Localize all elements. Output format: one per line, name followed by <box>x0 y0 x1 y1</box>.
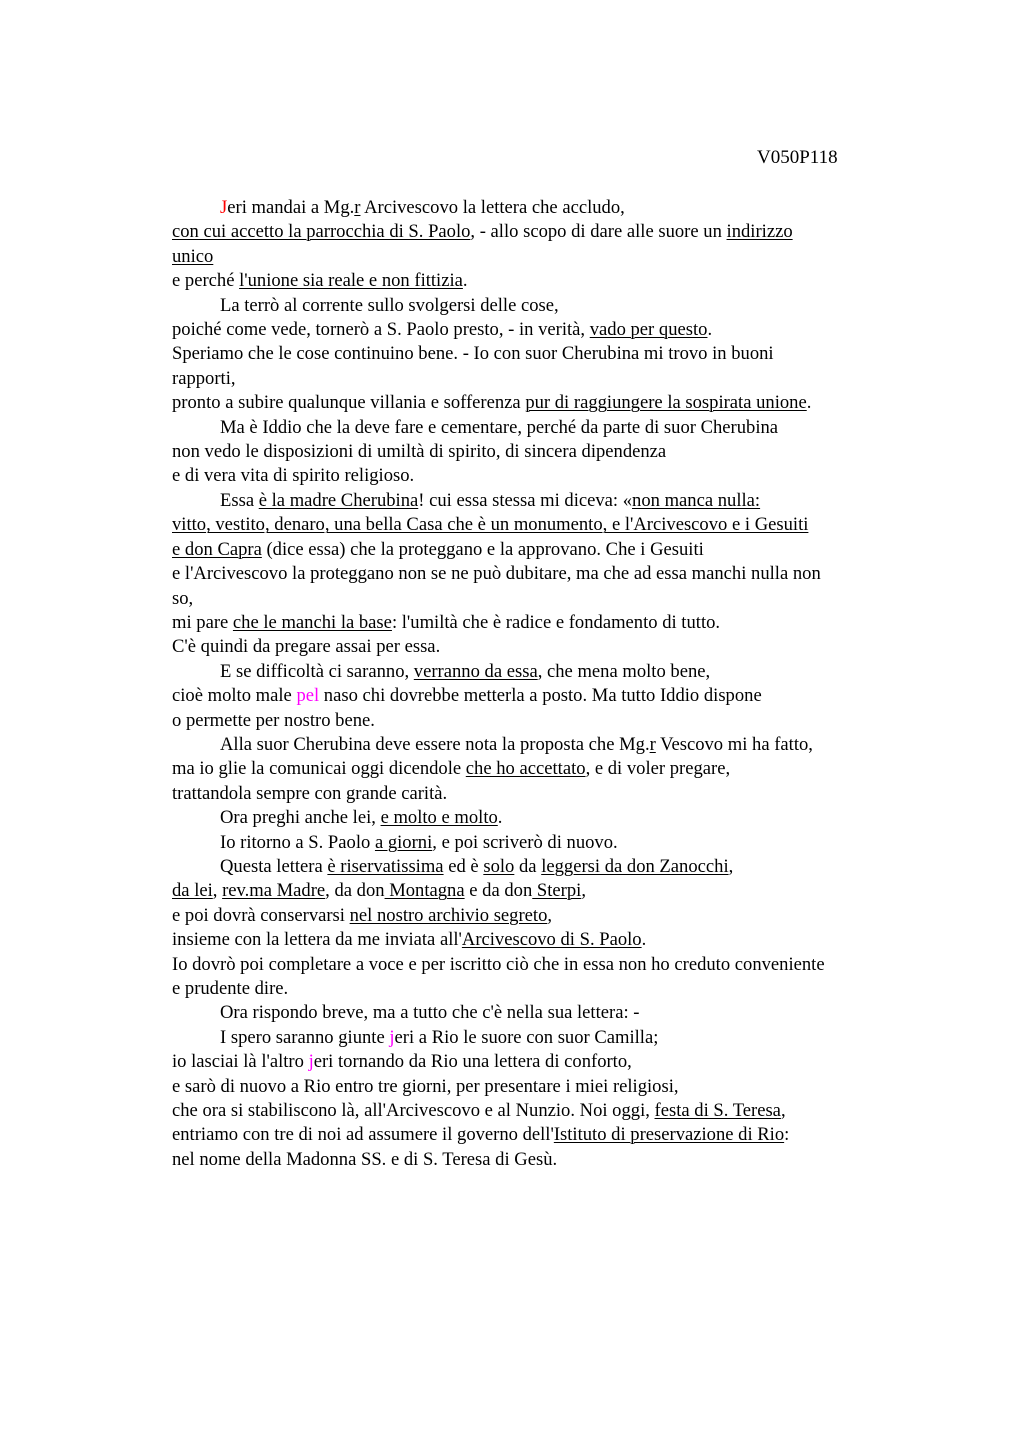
text-span: e di vera vita di spirito religioso. <box>172 465 415 487</box>
text-span: Ma è Iddio che la deve fare e cementare, perché da parte di suor Cherubina <box>220 416 779 438</box>
text-span: . <box>641 929 647 951</box>
text-span: da <box>514 855 542 877</box>
text-line <box>172 757 912 781</box>
text-span: e perché <box>172 270 240 292</box>
text-span: , <box>581 880 586 902</box>
text-span: , <box>547 904 553 926</box>
underlined-text: nel nostro archivio segreto <box>349 904 548 926</box>
document-reference: V050P118 <box>757 147 838 168</box>
text-line <box>172 831 912 855</box>
text-line <box>172 635 912 659</box>
text-line <box>172 953 912 977</box>
text-span: , <box>728 855 734 877</box>
text-line <box>172 611 912 635</box>
text-span: cioè molto male <box>172 685 297 707</box>
highlighted-word: pel <box>296 685 320 707</box>
text-line <box>172 1123 912 1147</box>
underlined-text: a giorni <box>374 831 433 853</box>
text-line <box>172 1099 912 1123</box>
text-span: rapporti, <box>172 367 236 389</box>
text-line <box>172 855 912 879</box>
text-span: , che mena molto bene, <box>537 660 711 682</box>
text-span: I spero saranno giunte <box>220 1026 390 1048</box>
text-line <box>172 709 912 733</box>
text-line <box>172 1148 912 1172</box>
underlined-text: rev.ma Madre <box>222 880 326 902</box>
text-span: mi pare <box>172 611 233 633</box>
underlined-text: da lei <box>172 880 213 902</box>
underlined-text: verranno da essa <box>413 660 538 682</box>
text-span: , <box>212 880 223 902</box>
text-span: Ora preghi anche lei, <box>220 807 381 829</box>
text-line <box>172 196 912 220</box>
text-span: so, <box>172 587 194 609</box>
text-span: Io dovrò poi completare a voce e per iscritto ciò che in essa non ho creduto conveniente <box>172 953 825 975</box>
text-span: , <box>780 1100 786 1122</box>
underlined-text: con cui accetto la parrocchia di S. Paolo <box>172 221 471 243</box>
text-span: Io ritorno a S. Paolo <box>220 831 375 853</box>
text-line <box>172 220 912 244</box>
text-span: E se difficoltà ci saranno, <box>220 660 414 682</box>
text-line <box>172 245 912 269</box>
underlined-text: l'unione sia reale e non fittizia <box>239 270 463 292</box>
text-line <box>172 440 912 464</box>
text-span: trattandola sempre con grande carità. <box>172 782 448 804</box>
text-span: e da don <box>464 880 533 902</box>
text-span: eri tornando da Rio una lettera di conforto, <box>313 1051 632 1073</box>
text-span: ma io glie la comunicai oggi dicendole <box>172 758 466 780</box>
underlined-text: pur di raggiungere la sospirata unione <box>525 392 807 414</box>
underlined-text: vitto, vestito, denaro, una bella Casa che è un monumento, e l'Arcivescovo e i Gesuiti <box>172 514 809 536</box>
text-span: ! cui essa stessa mi diceva: « <box>418 489 633 511</box>
text-line <box>172 1026 912 1050</box>
text-span: insieme con la lettera da me inviata all' <box>172 929 462 951</box>
text-line <box>172 464 912 488</box>
text-span: , e di voler pregare, <box>585 758 731 780</box>
text-line <box>172 1050 912 1074</box>
underlined-text: r <box>354 197 361 218</box>
text-span: nel nome della Madonna SS. e di S. Teresa di Gesù. <box>172 1148 558 1170</box>
text-line <box>172 269 912 293</box>
text-span: eri mandai a Mg. <box>227 197 355 218</box>
text-span: . <box>806 392 812 414</box>
underlined-text: r <box>649 733 656 755</box>
initial-letter: J <box>220 197 228 218</box>
text-line <box>172 806 912 830</box>
underlined-text: indirizzo <box>726 221 793 243</box>
text-line <box>172 538 912 562</box>
text-span: , e poi scriverò di nuovo. <box>432 831 618 853</box>
letter-body <box>172 196 912 1172</box>
text-span: non vedo le disposizioni di umiltà di spirito, di sincera dipendenza <box>172 441 667 463</box>
highlighted-letter: j <box>389 1026 395 1048</box>
text-line <box>172 1075 912 1099</box>
text-line <box>172 391 912 415</box>
underlined-text: che ho accettato <box>465 758 586 780</box>
text-span: Questa lettera <box>220 855 328 877</box>
underlined-text: che le manchi la base <box>232 611 392 633</box>
underlined-text: solo <box>483 855 515 877</box>
text-span: Vescovo mi ha fatto, <box>655 733 813 755</box>
text-line <box>172 513 912 537</box>
text-line <box>172 562 912 586</box>
underlined-text: Arcivescovo di S. Paolo <box>461 929 642 951</box>
text-span: e poi dovrà conservarsi <box>172 904 350 926</box>
text-line <box>172 782 912 806</box>
text-span: o permette per nostro bene. <box>172 709 375 731</box>
text-span: naso chi dovrebbe metterla a posto. Ma tutto Iddio dispone <box>319 685 762 707</box>
text-line <box>172 489 912 513</box>
highlighted-letter: j <box>308 1051 314 1073</box>
text-span: La terrò al corrente sullo svolgersi delle cose, <box>220 294 559 316</box>
text-span: (dice essa) che la proteggano e la approvano. Che i Gesuiti <box>261 538 704 560</box>
underlined-text: vado per questo <box>589 319 708 341</box>
text-line <box>172 684 912 708</box>
text-span: Speriamo che le cose continuino bene. - Io con suor Cherubina mi trovo in buoni <box>172 343 774 365</box>
underlined-text: Montagna <box>384 880 465 902</box>
text-line <box>172 879 912 903</box>
text-span: poiché come vede, tornerò a S. Paolo presto, - in verità, <box>172 319 590 341</box>
text-line <box>172 904 912 928</box>
text-line <box>172 294 912 318</box>
underlined-text: e molto e molto <box>380 807 498 829</box>
text-span: e l'Arcivescovo la proteggano non se ne può dubitare, ma che ad essa manchi nulla non <box>172 563 821 585</box>
text-line <box>172 1001 912 1025</box>
underlined-text: è riservatissima <box>327 855 444 877</box>
text-line <box>172 928 912 952</box>
text-line <box>172 416 912 440</box>
text-span: e sarò di nuovo a Rio entro tre giorni, per presentare i miei religiosi, <box>172 1075 679 1097</box>
underlined-text: e don Capra <box>172 538 262 560</box>
text-span: . <box>497 807 503 829</box>
underlined-text: non manca nulla: <box>632 489 761 511</box>
text-span: che ora si stabiliscono là, all'Arcivescovo e al Nunzio. Noi oggi, <box>172 1100 655 1122</box>
text-line <box>172 342 912 366</box>
text-span: Arcivescovo la lettera che accludo, <box>360 197 625 218</box>
text-span: e prudente dire. <box>172 978 289 999</box>
text-span: C'è quindi da pregare assai per essa. <box>172 636 441 658</box>
text-span: : l'umiltà che è radice e fondamento di tutto. <box>391 611 721 633</box>
text-span: : <box>784 1124 790 1146</box>
text-span: . <box>707 319 713 341</box>
text-span: Essa <box>220 489 259 511</box>
underlined-text: leggersi da don Zanocchi <box>541 855 729 877</box>
underlined-text: festa di S. Teresa <box>654 1100 781 1122</box>
text-span: , - allo scopo di dare alle suore un <box>470 221 727 243</box>
text-line <box>172 318 912 342</box>
text-span: ed è <box>443 855 484 877</box>
text-span: entriamo con tre di noi ad assumere il governo dell' <box>172 1124 554 1146</box>
underlined-text: Istituto di preservazione di Rio <box>553 1124 785 1146</box>
text-span: Ora rispondo breve, ma a tutto che c'è nella sua lettera: - <box>220 1002 640 1024</box>
underlined-text: unico <box>172 245 214 267</box>
text-span: eri a Rio le suore con suor Camilla; <box>394 1026 659 1048</box>
underlined-text: è la madre Cherubina <box>258 489 419 511</box>
text-span: pronto a subire qualunque villania e sofferenza <box>172 392 526 414</box>
text-line <box>172 587 912 611</box>
text-span: Alla suor Cherubina deve essere nota la proposta che Mg. <box>220 733 650 755</box>
text-line <box>172 367 912 391</box>
text-span: . <box>462 270 468 292</box>
text-line <box>172 660 912 684</box>
underlined-text: Sterpi <box>532 880 582 902</box>
text-line <box>172 977 912 1001</box>
text-line <box>172 733 912 757</box>
text-span: io lasciai là l'altro <box>172 1051 309 1073</box>
text-span: , da don <box>325 880 385 902</box>
